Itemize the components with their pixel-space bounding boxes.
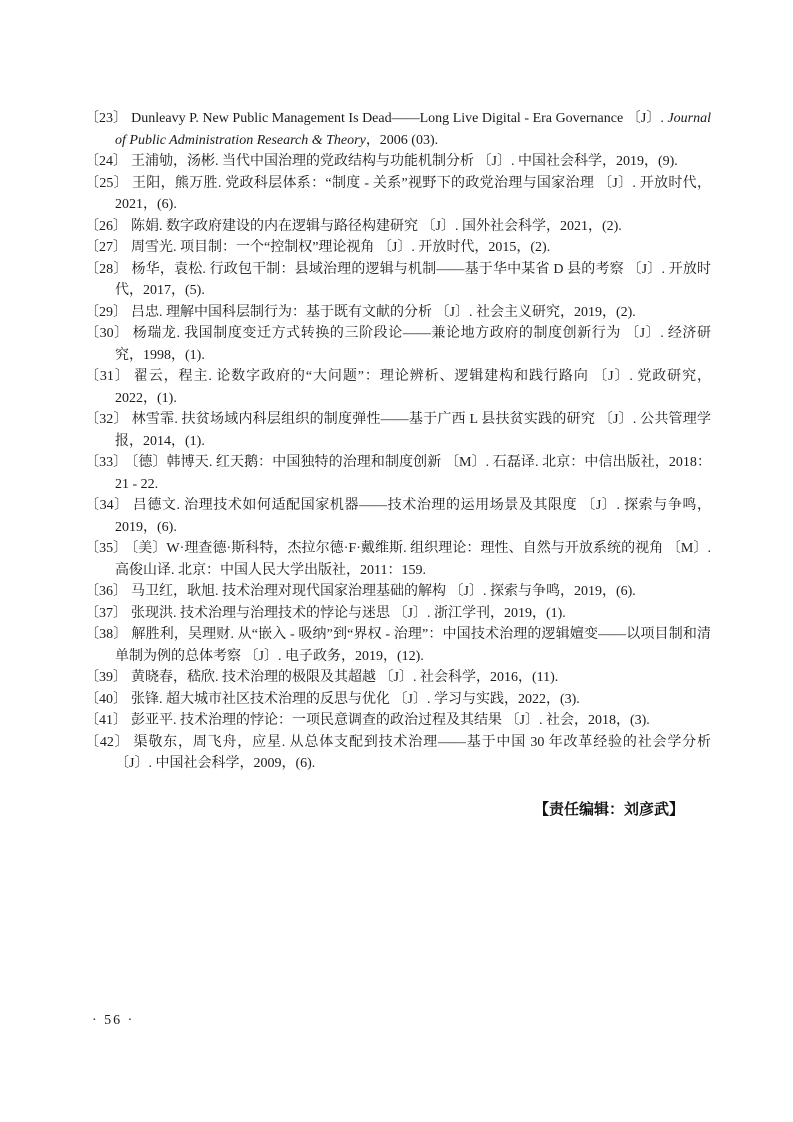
reference-number: 〔28〕: [85, 261, 128, 277]
reference-number: 〔42〕: [85, 734, 130, 750]
reference-text: 〔德〕韩博天. 红天鹅：中国独特的治理和制度创新 〔M〕. 石磊译. 北京：中信出版社，2018：21 - 22.: [115, 455, 712, 492]
reference-text: 解胜利，吴理财. 从“嵌入 - 吸纳”到“界权 - 治理”：中国技术治理的逻辑嬗变——以项目制和清单制为例的总体考察 〔J〕. 电子政务，2019，(12).: [115, 627, 711, 664]
reference-text: 陈娟. 数字政府建设的内在逻辑与路径构建研究 〔J〕. 国外社会科学，2021，(2).: [131, 218, 622, 234]
reference-item: [85, 495, 711, 538]
reference-item: [85, 151, 711, 173]
reference-text: 王阳，熊万胜. 党政科层体系：“制度 - 关系”视野下的政党治理与国家治理 〔J〕. 开放时代，2021，(6).: [115, 175, 712, 212]
reference-item: [85, 452, 711, 495]
reference-list: [85, 108, 711, 775]
reference-number: 〔37〕: [85, 605, 127, 621]
reference-item: [85, 689, 711, 711]
reference-number: 〔36〕: [85, 584, 127, 599]
reference-number: 〔31〕: [85, 369, 130, 384]
reference-number: 〔26〕: [85, 218, 127, 234]
reference-number: 〔38〕: [85, 627, 128, 642]
reference-number: 〔39〕: [85, 670, 127, 685]
reference-text: 张现洪. 技术治理与治理技术的悖论与迷思 〔J〕. 浙江学刊，2019，(1).: [131, 605, 566, 621]
reference-item: [85, 366, 711, 409]
reference-text: 马卫红，耿旭. 技术治理对现代国家治理基础的解构 〔J〕. 探索与争鸣，2019，(6).: [131, 584, 636, 599]
reference-item: [85, 259, 711, 302]
reference-item: [85, 581, 711, 603]
reference-text: 翟云，程主. 论数字政府的“大问题”：理论辨析、逻辑建构和践行路向 〔J〕. 党政研究，2022，(1).: [115, 369, 712, 406]
reference-item: [85, 302, 711, 324]
reference-number: 〔29〕: [85, 304, 127, 320]
page-number: · 56 ·: [92, 1013, 135, 1028]
journal-title-italic: Journal of Public Administration Research & Theory: [115, 111, 711, 148]
reference-item: [85, 538, 711, 581]
editor-note: 【责任编辑：刘彦武】: [533, 801, 684, 818]
reference-item: [85, 323, 711, 366]
reference-item: [85, 603, 711, 625]
reference-item: [85, 624, 711, 667]
reference-item: [85, 667, 711, 689]
reference-number: 〔34〕: [85, 498, 129, 513]
reference-item: [85, 173, 711, 216]
reference-text: 王浦劬，汤彬. 当代中国治理的党政结构与功能机制分析 〔J〕. 中国社会科学，2019，(9).: [131, 154, 678, 169]
reference-number: 〔40〕: [85, 691, 127, 707]
reference-item: [85, 710, 711, 732]
reference-item: [85, 409, 711, 452]
reference-text: 张锋. 超大城市社区技术治理的反思与优化 〔J〕. 学习与实践，2022，(3).: [131, 691, 580, 707]
reference-item: [85, 732, 711, 775]
reference-text: 吕德文. 治理技术如何适配国家机器——技术治理的运用场景及其限度 〔J〕. 探索与争鸣，2019，(6).: [115, 498, 711, 535]
reference-item: [85, 108, 711, 151]
reference-text: 林雪霏. 扶贫场域内科层组织的制度弹性——基于广西 L 县扶贫实践的研究 〔J〕. 公共管理学报，2014，(1).: [115, 412, 711, 449]
reference-text: 渠敬东，周飞舟，应星. 从总体支配到技术治理——基于中国 30 年改革经验的社会学分析 〔J〕. 中国社会科学，2009，(6).: [115, 734, 712, 771]
references-section: [85, 108, 711, 775]
reference-number: 〔30〕: [85, 326, 129, 341]
reference-text: 杨华，袁松. 行政包干制：县域治理的逻辑与机制——基于华中某省 D 县的考察 〔J〕. 开放时代，2017，(5).: [115, 261, 711, 298]
reference-text: 彭亚平. 技术治理的悖论：一项民意调查的政治过程及其结果 〔J〕. 社会，2018，(3).: [131, 713, 650, 728]
reference-text: 杨瑞龙. 我国制度变迁方式转换的三阶段论——兼论地方政府的制度创新行为 〔J〕. 经济研究，1998，(1).: [115, 326, 711, 363]
reference-number: 〔27〕: [85, 240, 127, 255]
reference-number: 〔35〕: [85, 541, 128, 556]
reference-text: 周雪光. 项目制：一个“控制权”理论视角 〔J〕. 开放时代，2015，(2).: [131, 240, 551, 255]
reference-number: 〔33〕: [85, 455, 128, 470]
reference-text: ，2006 (03).: [365, 132, 439, 148]
reference-number: 〔25〕: [85, 175, 128, 191]
reference-item: [85, 216, 711, 238]
reference-number: 〔23〕: [85, 111, 128, 126]
reference-text: 黄晓春，嵇欣. 技术治理的极限及其超越 〔J〕. 社会科学，2016，(11).: [131, 670, 559, 685]
reference-number: 〔41〕: [85, 713, 127, 728]
reference-text: Dunleavy P. New Public Management Is Dead——Long Live Digital - Era Governance 〔J〕.: [131, 111, 668, 126]
reference-number: 〔32〕: [85, 412, 128, 427]
reference-text: 吕忠. 理解中国科层制行为：基于既有文献的分析 〔J〕. 社会主义研究，2019，(2).: [131, 304, 636, 320]
reference-number: 〔24〕: [85, 154, 127, 169]
reference-item: [85, 237, 711, 259]
reference-text: 〔美〕W·理查德·斯科特，杰拉尔德·F·戴维斯. 组织理论：理性、自然与开放系统的视角 〔M〕. 高俊山译. 北京：中国人民大学出版社，2011：159.: [115, 541, 711, 578]
